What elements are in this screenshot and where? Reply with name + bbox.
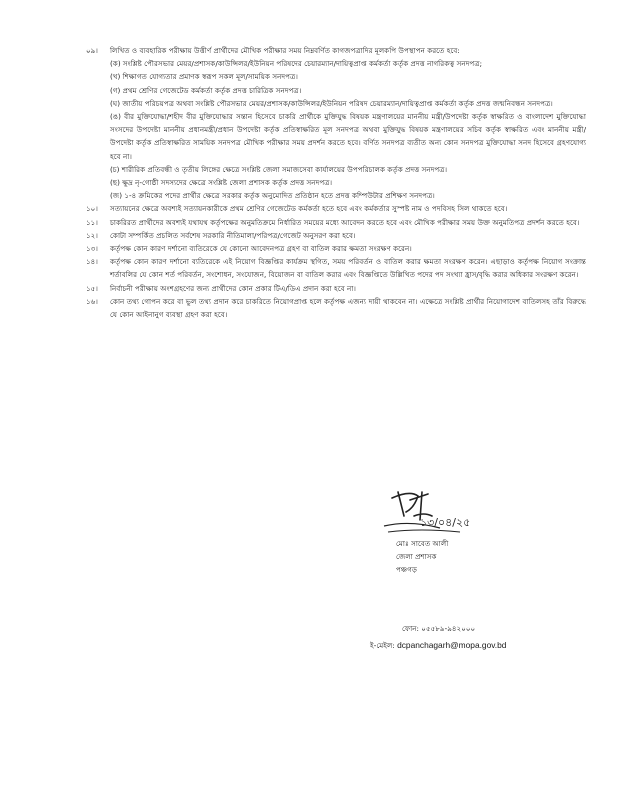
handwritten-date: ১৩/০৪/২৫ <box>420 516 471 529</box>
conditions-list <box>86 44 586 321</box>
item-text: কোন তথ্য গোপন করে বা ভুল তথ্য প্রদান করে চাকরিতে নিয়োগপ্রাপ্ত হলে কর্তৃপক্ষ এজন্য দায়ী থাকবেন না। এক্ষেত্রে সংশ্লিষ্ট প্রার্থীর নিয়োগাদেশ বাতিলসহ তাঁর বিরুদ্ধে যে কোন আইনানুগ ব্যবস্থা গ্রহণ করা হবে। <box>110 296 586 320</box>
item-number: ১২। <box>86 230 98 240</box>
item-number: ১৩। <box>86 244 98 254</box>
item-number: ১০। <box>86 204 98 214</box>
phone-label: ফোন: <box>402 624 419 633</box>
item-number: ১৪। <box>86 257 98 267</box>
item-text: কর্তৃপক্ষ কোন কারণ দর্শানো ব্যতিরেকে যে কোনো আবেদনপত্র গ্রহণ বা বাতিল করার ক্ষমতা সংরক্ষণ করেন। <box>110 244 412 254</box>
contact-block <box>370 621 506 654</box>
list-item <box>86 202 586 215</box>
phone-value: ০৫৫৮৯-৯৪২০০০ <box>421 624 476 633</box>
sub-item-ja: (জ) ১-৪ ক্রমিকের পদের প্রার্থীর ক্ষেত্রে সরকার কর্তৃক অনুমোদিত প্রতিষ্ঠান হতে প্রদত্ত কম্পিউটার প্রশিক্ষণ সনদপত্র। <box>110 191 435 201</box>
sub-item-ka: (ক) সংশ্লিষ্ট পৌরসভার মেয়র/প্রশাসক/কাউন্সিলর/ইউনিয়ন পরিষদের চেয়ারম্যান/দায়িত্বপ্রাপ্ত কর্মকর্তা কর্তৃক প্রদত্ত নাগরিকত্ব সনদপত্র; <box>110 59 483 69</box>
item-text: সত্যায়নের ক্ষেত্রে অবশ্যই সত্যায়নকারীকে প্রথম শ্রেণির গেজেটেড কর্মকর্তা হতে হবে এবং কর্মকর্তার সুস্পষ্ট নাম ও পদবিসহ সিল থাকতে হবে। <box>110 204 508 214</box>
email-value[interactable]: dcpanchagarh@mopa.gov.bd <box>397 640 507 650</box>
list-item <box>86 229 586 242</box>
signatory-district: পঞ্চগড় <box>396 564 418 574</box>
sub-item-ga: (গ) প্রথম শ্রেণির গেজেটেড কর্মকর্তা কর্তৃক প্রদত্ত চারিত্রিক সনদপত্র। <box>110 85 302 95</box>
item-text: কোটা সম্পর্কিত প্রচলিত সর্বশেষ সরকারি নীতিমালা/পরিপত্র/গেজেট অনুসরণ করা হবে। <box>110 230 356 240</box>
item-text: চাকরিরত প্রার্থীদের অবশ্যই যথাযথ কর্তৃপক্ষের অনুমতিক্রমে নির্ধারিত সময়ের মধ্যে আবেদন করতে হবে এবং মৌখিক পরীক্ষার সময় উক্ত অনুমতিপত্র প্রদর্শন করতে হবে। <box>110 217 580 227</box>
list-item <box>86 44 586 202</box>
list-item <box>86 216 586 229</box>
item-text: লিখিত ও ব্যবহারিক পরীক্ষায় উত্তীর্ণ প্রার্থীদের মৌখিক পরীক্ষার সময় নিম্নবর্ণিত কাগজপত্রাদির মূলকপি উপস্থাপন করতে হবে: <box>110 46 460 55</box>
list-item <box>86 255 586 281</box>
sub-item-chha: (ছ) ক্ষুদ্র নৃ-গোষ্ঠী সদস্যদের ক্ষেত্রে সংশ্লিষ্ট জেলা প্রশাসক কর্তৃক প্রদত্ত সনদপত্র। <box>110 178 333 188</box>
sub-item-gha: (ঘ) জাতীয় পরিচয়পত্র অথবা সংশ্লিষ্ট পৌরসভার মেয়র/প্রশাসক/কাউন্সিলর/ইউনিয়ন পরিষদ চেয়ারম্যান/দায়িত্বপ্রাপ্ত কর্মকর্তা কর্তৃক প্রদত্ত জন্মনিবন্ধন সনদপত্র। <box>110 98 553 108</box>
email-label: ই-মেইল: <box>370 641 395 650</box>
item-number: ০৯। <box>86 46 98 55</box>
email-line <box>370 637 506 654</box>
list-item <box>86 242 586 255</box>
sub-item-kha: (খ) শিক্ষাগত যোগ্যতার প্রমাণক স্বরূপ সকল মূল/সাময়িক সনদপত্র। <box>110 72 298 82</box>
item-text: নির্বাচনী পরীক্ষায় অংশগ্রহণের জন্য প্রার্থীদের কোন প্রকার টিএ/ডিএ প্রদান করা হবে না। <box>110 283 356 293</box>
sub-item-uma: (ঙ) বীর মুক্তিযোদ্ধা/শহীদ বীর মুক্তিযোদ্ধার সন্তান হিসেবে চাকরি প্রার্থীকে মুক্তিযুদ্ধ বিষয়ক মন্ত্রণালয়ের মাননীয় মন্ত্রী/উপদেষ্টা কর্তৃক স্বাক্ষরিত ও বাংলাদেশ মুক্তিযোদ্ধা সংসদের উপদেষ্টা মাননীয় প্রধানমন্ত্রী/প্রধান উপদেষ্টা কর্তৃক প্রতিস্বাক্ষরিত মূল সনদপত্র অথবা মুক্তিযুদ্ধ বিষয়ক মন্ত্রণালয়ের সচিব কর্তৃক স্বাক্ষরিত এবং মাননীয় মন্ত্রী/উপদেষ্টা কর্তৃক প্রতিস্বাক্ষরিত সাময়িক সনদপত্র মৌখিক পরীক্ষার সময় প্রদর্শন করতে হবে। বর্ণিত সনদপত্র ব্যতীত অন্য কোন সনদপত্র মুক্তিযোদ্ধা সনদ হিসেবে গ্রহণযোগ্য হবে না। <box>110 112 586 161</box>
handwritten-signature <box>370 486 480 536</box>
list-item <box>86 282 586 295</box>
list-item <box>86 295 586 321</box>
item-number: ১৬। <box>86 296 98 306</box>
item-number: ১১। <box>86 217 98 227</box>
signatory-name: মোঃ সাবেত আলী <box>396 539 449 548</box>
signatory-block <box>396 538 448 576</box>
item-number: ১৫। <box>86 283 98 293</box>
item-text: কর্তৃপক্ষ কোন কারণ দর্শানো ব্যতিরেকে এই নিয়োগ বিজ্ঞপ্তির কার্যক্রম স্থগিত, সময় পরিবর্তন ও বাতিল করার ক্ষমতা সংরক্ষণ করেন। এছাড়াও কর্তৃপক্ষ নিয়োগ সংক্রান্ত শর্তাবলির যে কোন শর্ত পরিবর্তন, সংশোধন, সংযোজন, বিয়োজন বা বাতিল করার এবং বিজ্ঞপ্তিতে উল্লিখিত পদের পদ সংখ্যা হ্রাস/বৃদ্ধি করার অধিকার সংরক্ষণ করেন। <box>110 257 586 280</box>
sub-item-cha: (চ) শারীরিক প্রতিবন্ধী ও তৃতীয় লিঙ্গের ক্ষেত্রে সংশ্লিষ্ট জেলা সমাজসেবা কার্যালয়ের উপপরিচালক কর্তৃক প্রদত্ত সনদপত্র। <box>110 164 448 174</box>
signatory-designation: জেলা প্রশাসক <box>396 551 437 561</box>
phone-line <box>370 621 506 637</box>
